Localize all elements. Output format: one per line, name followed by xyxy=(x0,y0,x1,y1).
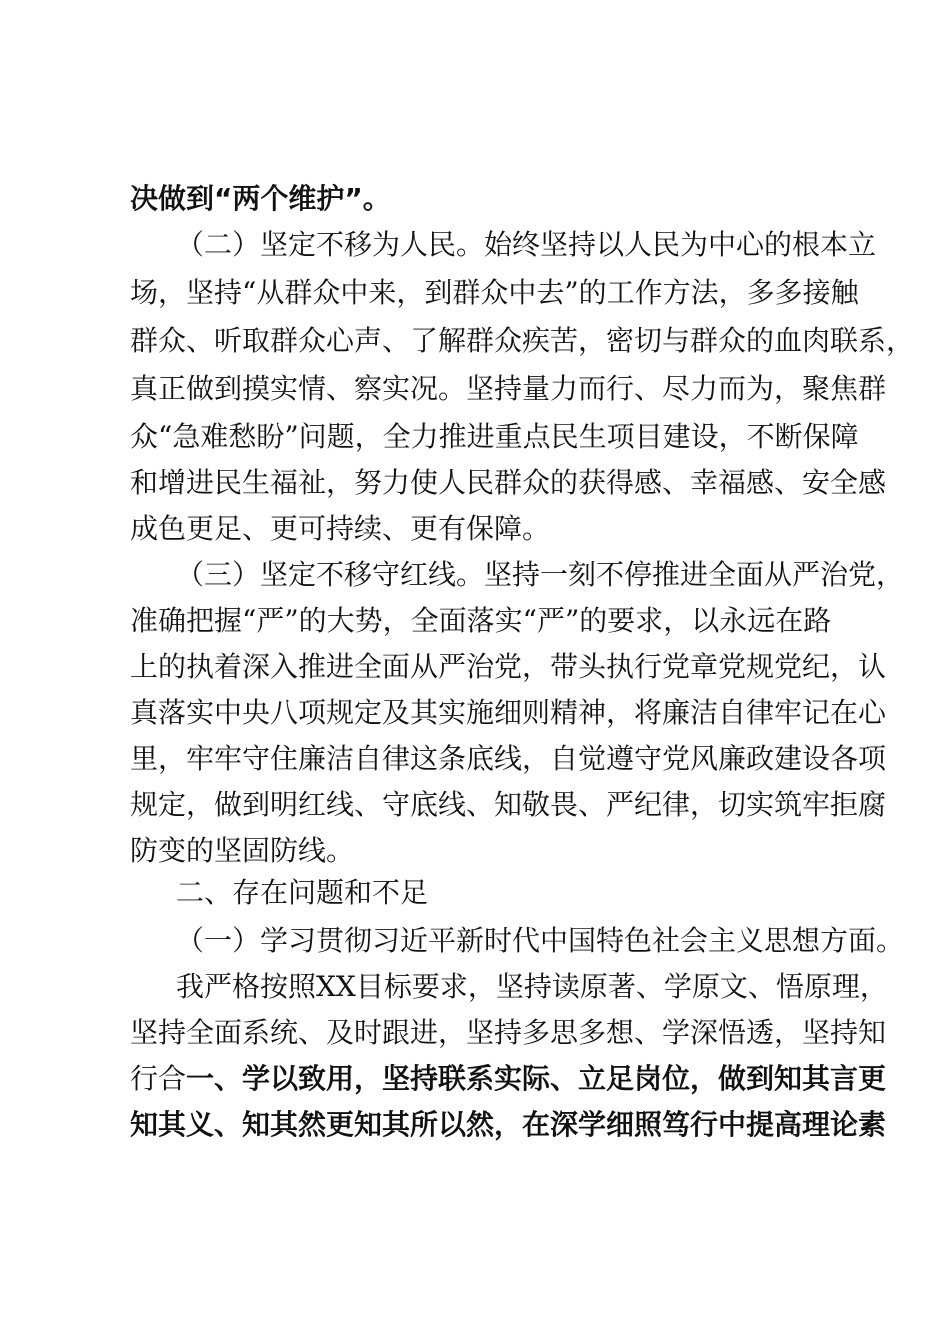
paragraph-bold-text: 一、学以致用，坚持联系实际、立足岗位，做到知其言更 xyxy=(186,1062,887,1095)
paragraph-line: 群众、听取群众心声、了解群众疾苦，密切与群众的血肉联系， xyxy=(130,324,915,357)
paragraph-text: 行合 xyxy=(130,1062,187,1095)
paragraph-line: （三）坚定不移守红线。坚持一刻不停推进全面从严治党， xyxy=(176,558,905,591)
subsection-heading: （一）学习贯彻习近平新时代中国特色社会主义思想方面。 xyxy=(176,924,905,957)
paragraph-line: （二）坚定不移为人民。始终坚持以人民为中心的根本立 xyxy=(176,228,877,261)
paragraph-line-mixed xyxy=(130,1056,887,1102)
paragraph-line: 防变的坚固防线。 xyxy=(130,834,355,867)
paragraph-line: 成色更足、更可持续、更有保障。 xyxy=(130,512,551,545)
section-heading: 二、存在问题和不足 xyxy=(176,876,429,909)
paragraph-line: 我严格按照XX目标要求，坚持读原著、学原文、悟原理， xyxy=(176,970,888,1003)
paragraph-line: 规定，做到明红线、守底线、知敬畏、严纪律，切实筑牢拒腐 xyxy=(130,788,887,821)
paragraph-line: 决做到“两个维护”。 xyxy=(130,182,391,215)
paragraph-line: 坚持全面系统、及时跟进，坚持多思多想、学深悟透，坚持知 xyxy=(130,1016,887,1049)
paragraph-line: 里，牢牢守住廉洁自律这条底线，自觉遵守党风廉政建设各项 xyxy=(130,742,887,775)
paragraph-line: 场，坚持“从群众中来，到群众中去”的工作方法，多多接触 xyxy=(130,276,859,309)
paragraph-line: 真落实中央八项规定及其实施细则精神，将廉洁自律牢记在心 xyxy=(130,696,887,729)
paragraph-line: 真正做到摸实情、察实况。坚持量力而行、尽力而为，聚焦群 xyxy=(130,372,887,405)
paragraph-line: 准确把握“严”的大势，全面落实“严”的要求，以永远在路 xyxy=(130,604,832,637)
paragraph-line: 上的执着深入推进全面从严治党，带头执行党章党规党纪，认 xyxy=(130,650,887,683)
paragraph-line: 知其义、知其然更知其所以然，在深学细照笃行中提高理论素 xyxy=(130,1108,887,1141)
paragraph-line: 众“急难愁盼”问题，全力推进重点民生项目建设，不断保障 xyxy=(130,420,859,453)
paragraph-line: 和增进民生福祉，努力使人民群众的获得感、幸福感、安全感 xyxy=(130,466,887,499)
